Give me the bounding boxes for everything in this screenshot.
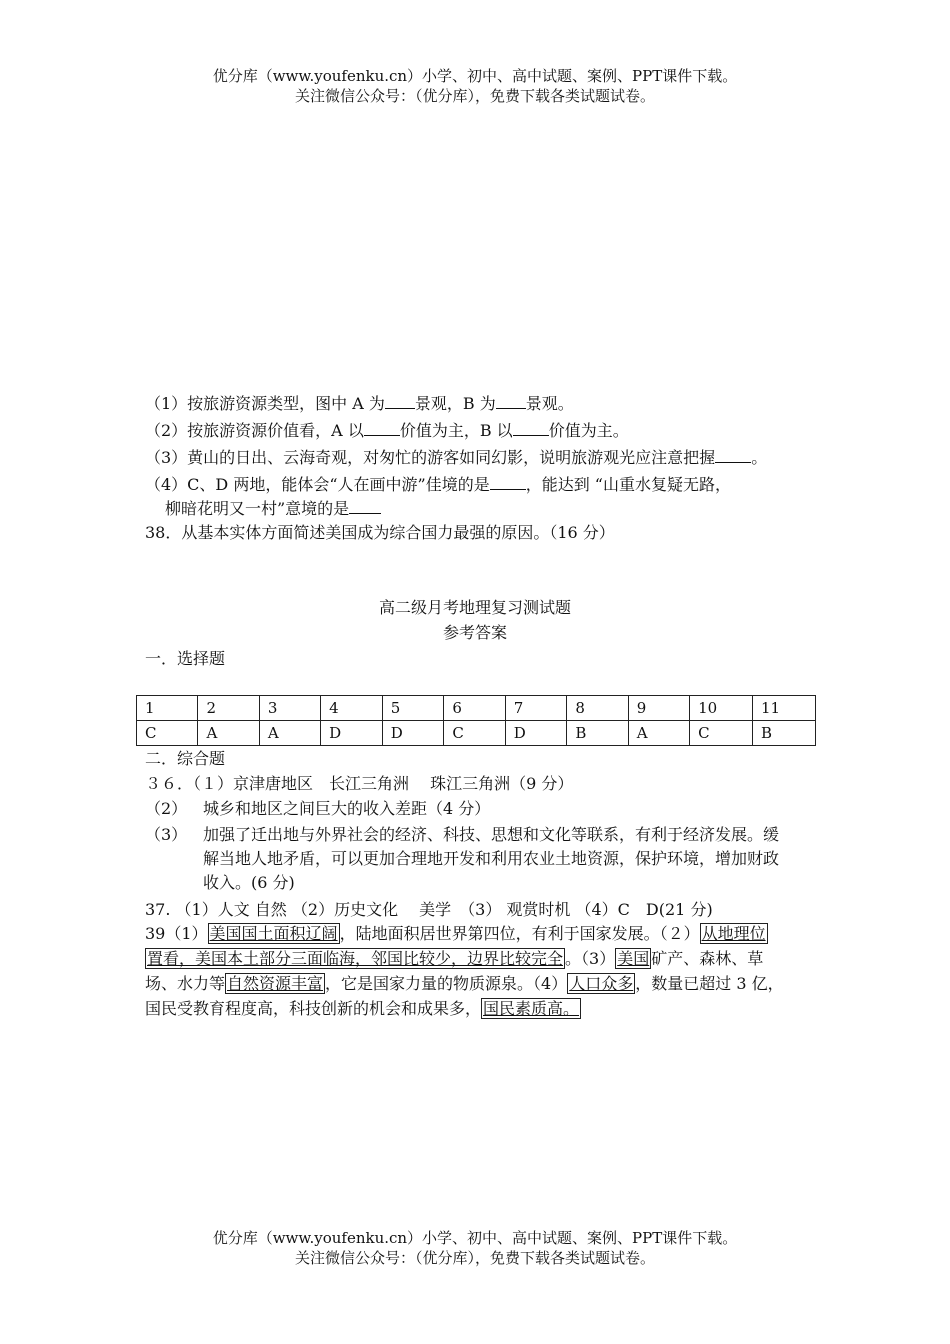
table-row-answers [137,721,816,746]
table-cell: 3 [259,696,320,721]
boxed-keyword: 置看，美国本土部分三面临海，邻国比较少，边界比较完全 [147,949,564,968]
q37-part2: （2）按旅游资源价值看，A 以 价值为主，B 以 价值为主。 [145,421,629,440]
q37-part1: （1）按旅游资源类型，图中 A 为 景观，B 为 景观。 [145,394,574,413]
table-cell: 8 [567,696,628,721]
table-cell: A [259,721,320,746]
section-choice: 一．选择题 [145,649,226,668]
table-cell: D [505,721,567,746]
answer-blank [715,448,751,463]
boxed-keyword: 从地理位 [701,924,766,943]
answer-36-2-num: （2） [145,799,188,818]
answer-36-3-num: （3） [145,825,188,844]
table-cell: B [753,721,816,746]
answer-39-line2: 置看，美国本土部分三面临海，邻国比较少，边界比较完全 。（3） 美国 矿产、森林、草 [147,949,764,968]
answer-blank [496,394,526,409]
answer-39-line3: 场、水力等 自然资源丰富 ，它是国家力量的物质源泉。（4） 人口众多 ，数量已超过 3 亿， [145,974,784,993]
question-38: 38．从基本实体方面简述美国成为综合国力最强的原因。（16 分） [145,523,615,542]
answer-36-1: ３６．（１）京津唐地区 长江三角洲 珠江三角洲（9 分） [145,774,574,793]
answer-blank [513,421,549,436]
answer-table [136,695,816,746]
boxed-keyword: 国民素质高。 [483,999,580,1018]
table-cell: C [444,721,505,746]
q37-part4: （4）C、D 两地，能体会“人在画中游”佳境的是 ，能达到 “山重水复疑无路， [145,475,731,494]
footer-line-2: 关注微信公众号：（优分库），免费下载各类试题试卷。 [294,1249,655,1267]
page-header [0,66,950,106]
header-line-2: 关注微信公众号：（优分库），免费下载各类试题试卷。 [294,87,655,105]
answer-36-3-line1: 加强了迁出地与外界社会的经济、科技、思想和文化等联系，有利于经济发展。缓 [203,825,780,844]
footer-line-1: 优分库（www.youfenku.cn）小学、初中、高中试题、案例、PPT课件下载。 [212,1229,738,1247]
table-cell: 7 [505,696,567,721]
table-cell: 5 [382,696,444,721]
table-cell: 10 [690,696,753,721]
answers-subtitle: 参考答案 [442,623,507,642]
table-cell: A [628,721,689,746]
table-cell: D [382,721,444,746]
table-cell: 11 [753,696,816,721]
answer-blank [364,421,400,436]
boxed-keyword: 人口众多 [569,974,634,993]
table-cell: 6 [444,696,505,721]
table-cell: 1 [137,696,198,721]
table-cell: 4 [321,696,383,721]
answer-37: 37. （1）人文 自然 （2）历史文化 美学 （3） 观赏时机 （4）C D(21 分) [145,900,713,919]
section-comprehensive: 二．综合题 [145,749,226,768]
table-cell: C [690,721,753,746]
answer-39-line4: 国民受教育程度高，科技创新的机会和成果多， 国民素质高。 [145,999,580,1018]
table-cell: A [198,721,259,746]
boxed-keyword: 美国 [617,949,650,968]
answer-36-3-line2: 解当地人地矛盾，可以更加合理地开发和利用农业土地资源，保护环境，增加财政 [203,849,780,868]
table-cell: D [321,721,383,746]
answer-blank [385,394,415,409]
q37-part3: （3）黄山的日出、云海奇观，对匆忙的游客如同幻影，说明旅游观光应注意把握 。 [145,448,768,467]
answer-39-line1: 39（1） 美国国土面积辽阔 ，陆地面积居世界第四位，有利于国家发展。（２） 从地理位 [145,924,766,943]
page-footer [0,1228,950,1268]
answer-blank [490,475,526,490]
answer-36-3-line3: 收入。(6 分) [203,873,295,892]
table-row-numbers [137,696,816,721]
boxed-keyword: 美国国土面积辽阔 [209,924,338,943]
table-cell: 2 [198,696,259,721]
answer-36-2: 城乡和地区之间巨大的收入差距（4 分） [203,799,491,818]
table-cell: 9 [628,696,689,721]
boxed-keyword: 自然资源丰富 [227,974,324,993]
answer-blank [349,499,381,514]
q37-part4-cont: 柳暗花明又一村”意境的是 [165,498,381,520]
answers-title: 高二级月考地理复习测试题 [378,598,571,617]
header-line-1: 优分库（www.youfenku.cn）小学、初中、高中试题、案例、PPT课件下载。 [212,67,738,85]
table-cell: B [567,721,628,746]
table-cell: C [137,721,198,746]
